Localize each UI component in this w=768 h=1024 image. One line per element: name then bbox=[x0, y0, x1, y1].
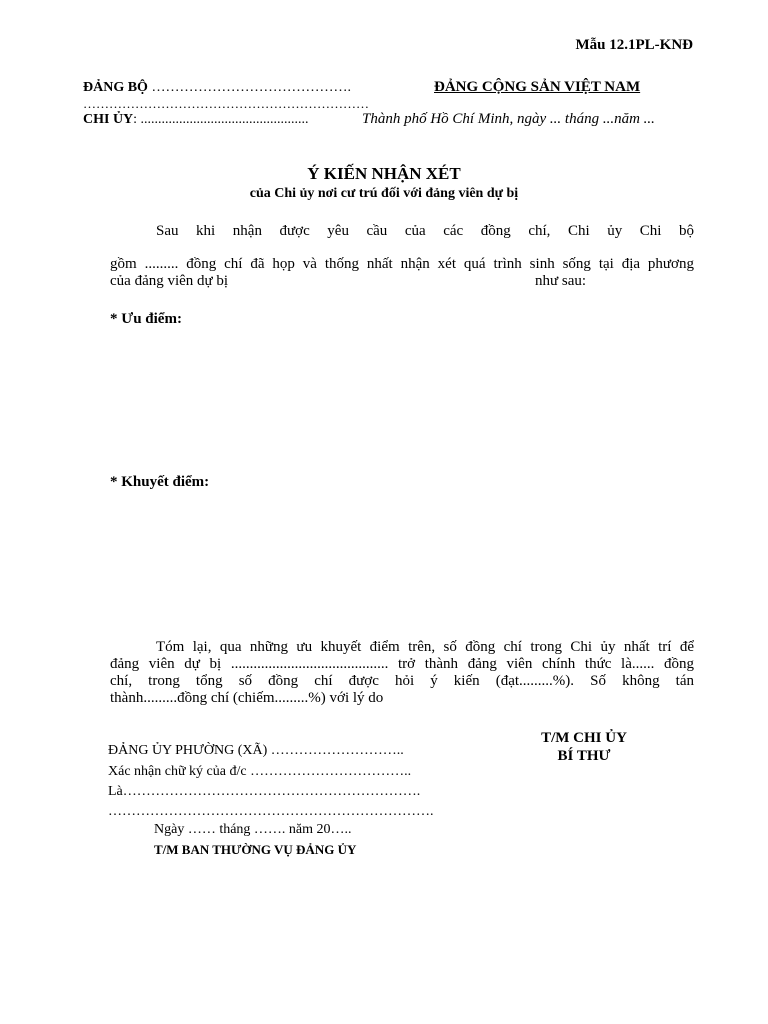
chi-uy-dots: : ................................................ bbox=[133, 112, 309, 127]
page-title: Ý KIẾN NHẬN XÉT bbox=[307, 164, 461, 183]
summary-line-4: thành.........đồng chí (chiếm.........%) với lý do bbox=[110, 690, 384, 706]
intro-paragraph-cont bbox=[110, 256, 694, 273]
intro-paragraph bbox=[110, 223, 694, 240]
sign-right-role: BÍ THƯ bbox=[557, 748, 611, 764]
dang-bo-label: ĐẢNG BỘ bbox=[83, 80, 148, 95]
dang-bo-line bbox=[83, 80, 351, 96]
dang-bo-dots: ……………………………………. bbox=[151, 80, 351, 95]
left-line-4: ……………………………………………………………. bbox=[108, 804, 434, 819]
header-dots-line: ………………………………………………………… bbox=[83, 96, 369, 111]
form-code: Mẫu 12.1PL-KNĐ bbox=[575, 37, 693, 53]
intro-line-3-left: của đảng viên dự bị bbox=[110, 273, 229, 289]
left-line-3: Là………………………………………………………. bbox=[108, 784, 421, 799]
left-line-1: ĐẢNG ỦY PHƯỜNG (XÃ) ……………………….. bbox=[108, 743, 404, 758]
summary-paragraph bbox=[110, 639, 694, 707]
page-subtitle: của Chi ủy nơi cư trú đối với đảng viên dự bị bbox=[249, 186, 519, 201]
merits-heading: * Ưu điểm: bbox=[110, 311, 182, 327]
intro-line-2: gồm ......... đồng chí đã họp và thống nhất nhận xét quá trình sinh sống tại địa phương bbox=[110, 256, 694, 272]
summary-line-3: chí, trong tổng số đồng chí được hỏi ý kiến (đạt.........%). Số không tán bbox=[110, 673, 694, 689]
left-line-2: Xác nhận chữ ký của đ/c …………………………….. bbox=[108, 764, 412, 779]
place-date: Thành phố Hồ Chí Minh, ngày ... tháng ...năm ... bbox=[362, 111, 655, 127]
intro-line-3-right: như sau: bbox=[535, 273, 587, 289]
chi-uy-line bbox=[83, 112, 309, 128]
intro-line-1: Sau khi nhận được yêu cầu của các đồng chí, Chi ủy Chi bộ bbox=[156, 223, 694, 239]
summary-line-2: đảng viên dự bị .......................................... trở thành đảng viên chính thức là...... đồng bbox=[110, 656, 694, 672]
left-sign-title: T/M BAN THƯỜNG VỤ ĐẢNG ỦY bbox=[154, 842, 357, 857]
defects-heading: * Khuyết điểm: bbox=[110, 474, 210, 490]
chi-uy-label: CHI ỦY bbox=[83, 112, 134, 127]
sign-right-title: T/M CHI ỦY bbox=[541, 730, 627, 746]
summary-line-1: Tóm lại, qua những ưu khuyết điểm trên, số đồng chí trong Chi ủy nhất trí để bbox=[156, 639, 694, 655]
left-date-line: Ngày …… tháng ……. năm 20….. bbox=[154, 822, 352, 837]
nation-title: ĐẢNG CỘNG SẢN VIỆT NAM bbox=[434, 79, 641, 95]
